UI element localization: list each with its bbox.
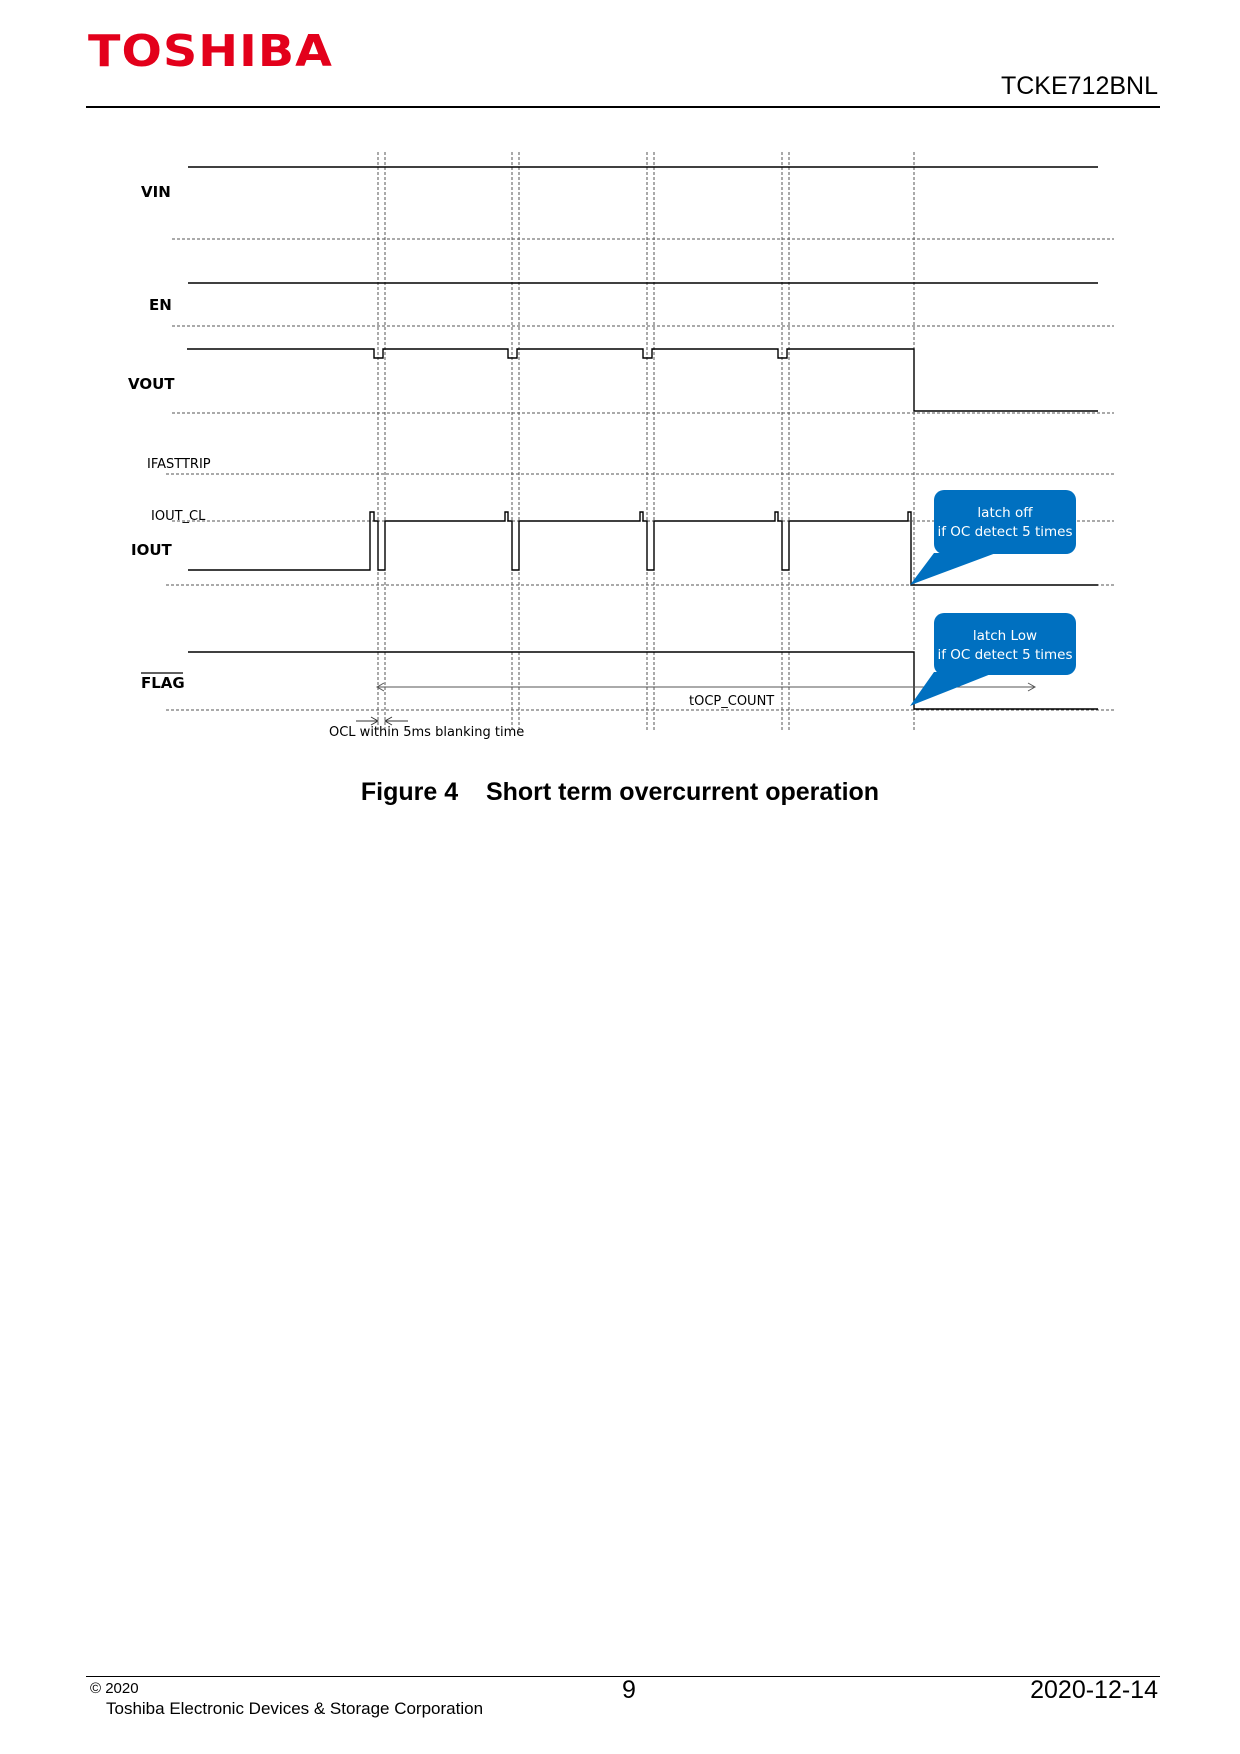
ifasttrip-label: IFASTTRIP (147, 457, 211, 472)
figure-title: Short term overcurrent operation (485, 778, 880, 806)
figure-caption (0, 780, 1240, 805)
latch-off-text-1: latch off (977, 505, 1033, 521)
tocp-count-label: tOCP_COUNT (689, 694, 775, 709)
iout-cl-label: IOUT_CL (151, 509, 206, 524)
latch-low-callout (910, 613, 1076, 706)
latch-low-text-1: latch Low (972, 628, 1038, 644)
copyright: © 2020 (90, 1680, 139, 1697)
latch-low-text-2: if OC detect 5 times (937, 647, 1073, 663)
latch-off-callout (910, 490, 1076, 585)
blanking-label: OCL within 5ms blanking time (329, 725, 525, 740)
vout-label: VOUT (128, 375, 175, 393)
figure-number: Figure 4 (360, 778, 459, 806)
vin-label: VIN (141, 183, 171, 201)
latch-off-text-2: if OC detect 5 times (937, 524, 1073, 540)
blanking-arrows (356, 717, 408, 725)
corporation: Toshiba Electronic Devices & Storage Corporation (106, 1699, 484, 1718)
page-number: 9 (622, 1676, 636, 1704)
part-number: TCKE712BNL (1000, 72, 1158, 100)
en-label: EN (149, 296, 172, 314)
timing-diagram (0, 0, 1240, 760)
publish-date: 2020-12-14 (1030, 1676, 1158, 1704)
iout-label: IOUT (131, 541, 172, 559)
toshiba-logo: TOSHIBA (88, 26, 334, 77)
flag-label: FLAG (141, 674, 185, 692)
vout-waveform (187, 349, 1098, 411)
